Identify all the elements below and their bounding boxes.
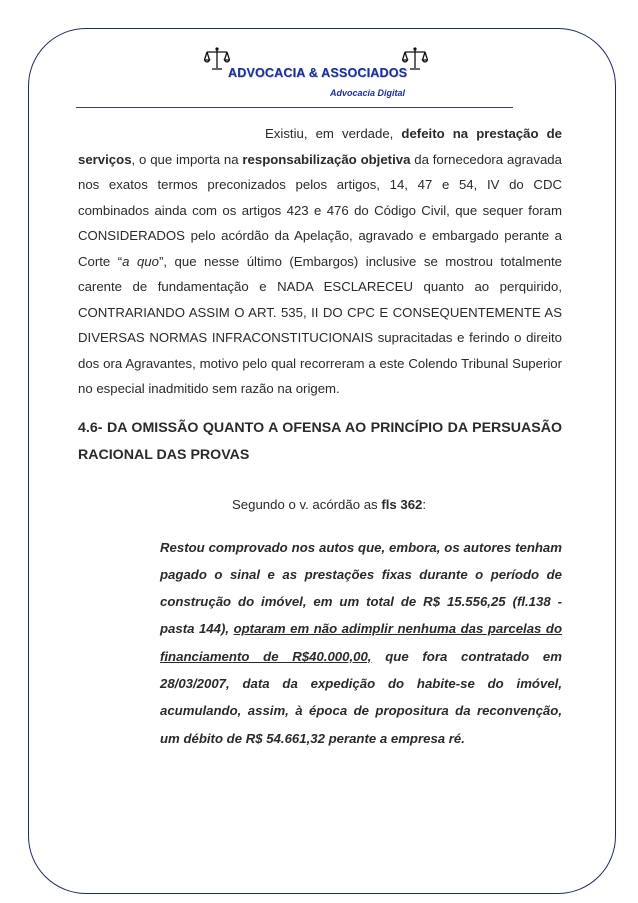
underlined-quote-run: optaram em não adimplir nenhuma das parcelas do financiamento de R$40.000,00, [160,621,563,664]
text-run: Existiu, em verdade, [265,126,402,141]
bold-run: fls 362 [381,496,423,512]
firm-subtitle: Advocacia Digital [330,88,406,98]
letterhead [0,46,638,106]
document-body [78,121,562,752]
italic-run: a quo [122,253,159,269]
header-divider [76,107,513,108]
block-quote [160,534,562,752]
text-run: Segundo o v. acórdão as [232,496,382,512]
text-run: , o que importa na [131,151,243,167]
scales-of-justice-icon [204,46,230,72]
intro-line [78,492,562,517]
paragraph-defeito [78,121,562,402]
quote-run: Restou comprovado nos autos que, embora, os autores tenham pagado o sinal e as prestações fixas durante o período de construção do imóvel, em um total de R$ 15.556,25 (fl.138 - pasta 144), [160,539,562,637]
quote-run: que fora contratado em 28/03/2007, data da expedição do habite-se do imóvel, acumulando, assim, à época de propositura da reconvenção, um débito de R$ 54.661,32 perante a empresa ré. [160,648,562,746]
bold-run: responsabilização objetiva [242,151,411,167]
text-run: da fornecedora agravada nos exatos termos preconizados pelos artigos, 14, 47 e 54, IV do CDC combinados ainda com os artigos 423 e 476 do Código Civil, que sequer foram CONSIDERADOS pelo acórdão da Apelação, agravado e embargado perante a Corte “ [78,151,562,269]
text-run: : [422,496,427,512]
text-run: ”, que nesse último (Embargos) inclusive se mostrou totalmente carente de fundamentação e NADA ESCLARECEU quanto ao perquirido, CONTRARIANDO ASSIM O ART. 535, II DO CPC E CONSEQUENTEMENTE AS DIVERSAS NORMAS INFRACONSTITUCIONAIS supracitadas e ferindo o direito dos ora Agravantes, motivo pelo qual recorreram a este Colendo Tribunal Superior no especial inadmitido sem razão na origem. [78,253,562,396]
firm-name: ADVOCACIA & ASSOCIADOS [228,66,408,80]
section-heading: 4.6- DA OMISSÃO QUANTO A OFENSA AO PRINCÍPIO DA PERSUASÃO RACIONAL DAS PROVAS [78,419,562,463]
bold-run: defeito na prestação de serviços [78,126,562,167]
